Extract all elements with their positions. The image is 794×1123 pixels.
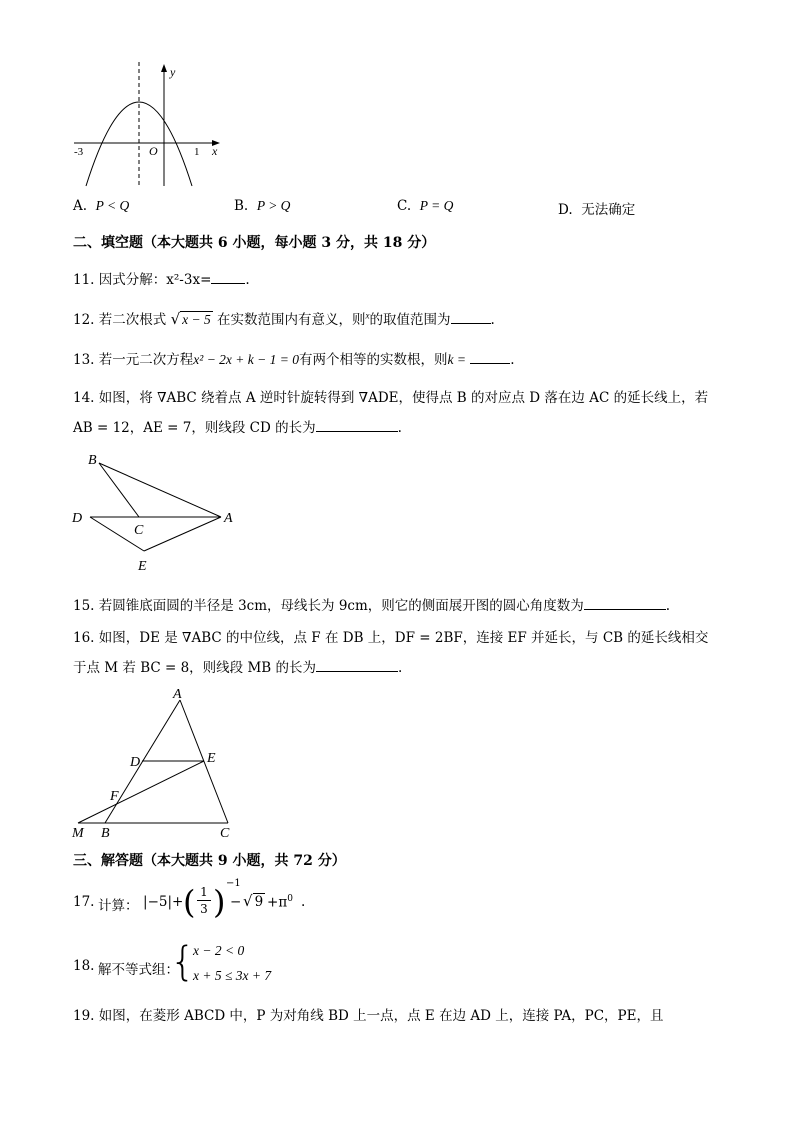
point-e-label: E (207, 751, 216, 766)
question-text: 解不等式组： (98, 962, 179, 978)
point-d-label: D (72, 511, 83, 526)
period: . (397, 420, 402, 436)
period: . (510, 352, 515, 368)
plus-pi: $+\pi^0$ (267, 894, 293, 911)
question-text: 若二次根式 (98, 312, 167, 328)
answer-blank[interactable] (451, 309, 491, 324)
parabola-graph (66, 58, 226, 188)
question-text: 如图，DE 是 ∇ABC 的中位线，点 F 在 DB 上，DF = 2BF，连接 EF 并延长，与 CB 的延长线相交 (98, 630, 709, 646)
radicand: x − 5 (182, 312, 211, 327)
question-text: AB = 12，AE = 7，则线段 CD 的长为 (73, 420, 316, 436)
answer-blank[interactable] (470, 349, 510, 364)
question-11 (73, 268, 250, 288)
question-text: 在实数范围内有意义，则 (217, 312, 366, 328)
question-text: 有两个相等的实数根，则 (299, 352, 448, 368)
origin-label: O (149, 144, 158, 158)
pi-symbol: π (278, 894, 288, 911)
point-a-label: A (173, 687, 182, 702)
option-text: P = Q (419, 198, 454, 213)
sqrt-radicand: 9 (254, 894, 264, 910)
sqrt-sign: √ (170, 310, 181, 328)
question-text: 若圆锥底面圆的半径是 3cm，母线长为 9cm，则它的侧面展开图的圆心角度数为 (98, 598, 584, 614)
point-d-label: D (130, 755, 141, 770)
sqrt-term: √ 9 (243, 892, 264, 910)
median-line-figure (68, 684, 244, 840)
question-number: 13. (73, 352, 95, 368)
pi-exponent: 0 (287, 894, 293, 904)
answer-blank[interactable] (316, 657, 398, 672)
tick-left-label: -3 (74, 146, 84, 158)
question-14 (73, 386, 708, 406)
option-letter: B. (234, 198, 249, 214)
variable: x (365, 310, 370, 321)
answer-blank[interactable] (316, 417, 398, 432)
brace: { (170, 939, 196, 985)
question-18 (73, 940, 373, 990)
question-text: 于点 M 若 BC = 8，则线段 MB 的长为 (73, 660, 317, 676)
option-text: P > Q (256, 198, 291, 213)
point-b-label: B (101, 826, 110, 840)
point-c-label: C (134, 523, 144, 538)
equation: x² − 2x + k − 1 = 0 (193, 352, 299, 367)
point-e-label: E (138, 559, 147, 574)
question-number: 12. (73, 312, 95, 328)
option-c[interactable] (397, 198, 453, 214)
inequality-1: x − 2 < 0 (193, 943, 245, 958)
period: . (490, 312, 495, 328)
abs-content: −5 (147, 894, 168, 910)
section-3-title: 三、解答题（本大题共 9 小题，共 72 分） (73, 853, 346, 869)
question-number: 14. (73, 390, 95, 406)
period: . (398, 660, 403, 676)
option-letter: D. (558, 202, 573, 218)
point-a-label: A (224, 511, 233, 526)
option-letter: A. (73, 198, 88, 214)
option-a[interactable] (73, 198, 129, 214)
question-number: 16. (73, 630, 95, 646)
triangle-rotation-figure (68, 448, 244, 578)
x-axis-label: x (212, 144, 218, 158)
period: . (665, 598, 671, 614)
question-number: 19. (73, 1008, 95, 1024)
question-text: 的取值范围为 (369, 312, 451, 328)
point-b-label: B (88, 453, 97, 468)
question-16-line2 (73, 656, 402, 676)
question-text: 如图，在菱形 ABCD 中，P 为对角线 BD 上一点，点 E 在边 AD 上，连接 PA，PC，PE，且 (98, 1008, 664, 1024)
question-number: 11. (73, 272, 95, 288)
paren-close: ) (213, 883, 226, 921)
option-b[interactable] (234, 198, 290, 214)
section-2-title: 二、填空题（本大题共 6 小题，每小题 3 分，共 18 分） (73, 235, 436, 251)
exponent: −1 (226, 878, 241, 889)
paren-open: ( (183, 883, 196, 921)
point-m-label: M (72, 826, 84, 840)
question-15 (73, 594, 670, 614)
question-19 (73, 1004, 663, 1024)
question-13 (73, 348, 515, 368)
answer-blank[interactable] (211, 269, 245, 284)
question-number: 17. (73, 894, 95, 910)
absolute-value: |−5|+ (143, 894, 184, 910)
question-text: 如图，将 ∇ABC 绕着点 A 逆时针旋转得到 ∇ADE，使得点 B 的对应点 D 落在边 AC 的延长线上，若 (98, 390, 709, 406)
option-letter: C. (397, 198, 412, 214)
point-f-label: F (110, 789, 119, 804)
period: . (245, 272, 250, 288)
question-text: 因式分解：x²-3x= (98, 272, 212, 288)
tick-right-label: 1 (194, 146, 200, 158)
variable: k = (447, 352, 466, 367)
option-d[interactable] (558, 198, 635, 218)
question-16 (73, 626, 708, 646)
question-text: 计算： (98, 898, 139, 914)
option-text: 无法确定 (581, 202, 636, 218)
question-number: 15. (73, 598, 95, 614)
question-12 (73, 308, 495, 328)
inequality-2: x + 5 ≤ 3x + 7 (193, 968, 272, 983)
fraction (197, 884, 211, 917)
point-c-label: C (220, 826, 230, 840)
fraction-numerator: 1 (197, 884, 211, 901)
minus-sign: − (230, 894, 242, 910)
question-text: 若一元二次方程 (98, 352, 194, 368)
period: . (301, 894, 306, 910)
fraction-denominator: 3 (200, 902, 208, 916)
question-14-line2 (73, 416, 402, 436)
y-axis-label: y (170, 65, 176, 79)
option-text: P < Q (95, 198, 130, 213)
question-number: 18. (73, 958, 95, 974)
answer-blank[interactable] (584, 595, 666, 610)
